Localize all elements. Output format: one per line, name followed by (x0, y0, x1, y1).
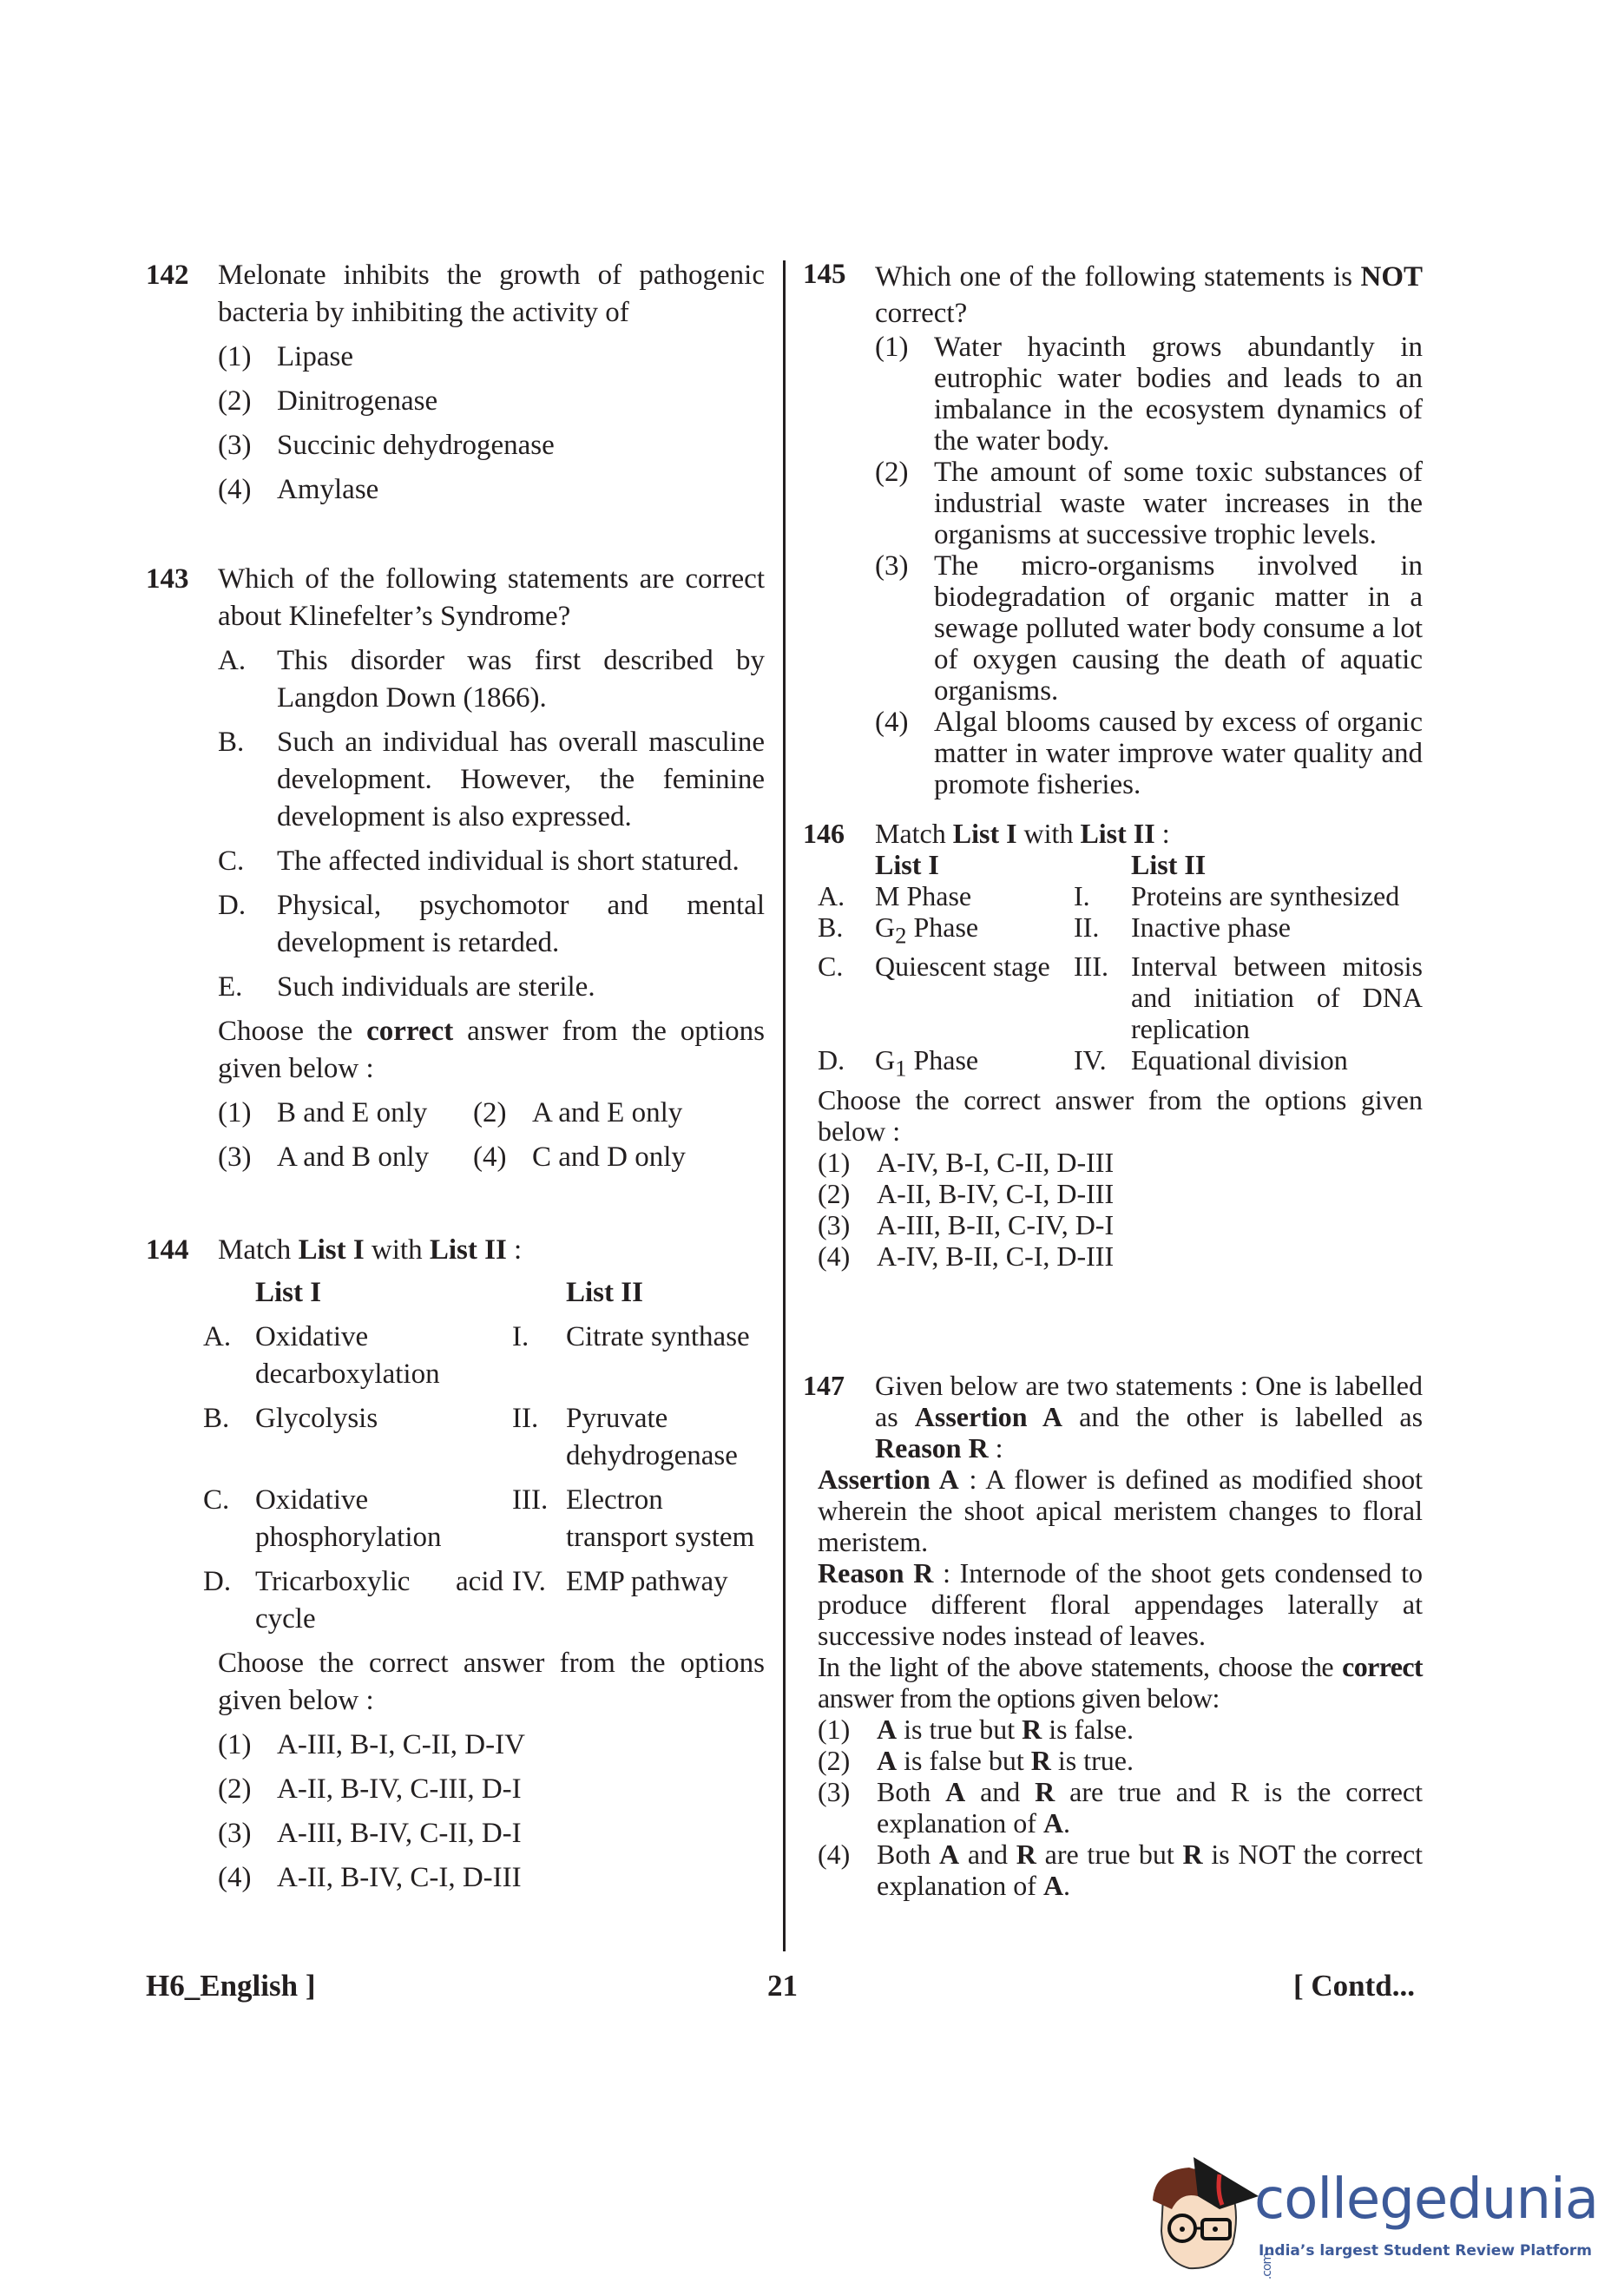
option-2[interactable] (818, 1178, 1423, 1209)
question-text: Which of the following statements are correct about Klinefelter’s Syndrome? (218, 563, 765, 632)
option-1[interactable] (818, 1714, 1423, 1745)
option-text: Both A and R are true but R is NOT the correct explanation of A. (877, 1839, 1424, 1901)
option-text: A-II, B-IV, C-III, D-I (277, 1773, 522, 1805)
logo-tagline: India’s largest Student Review Platform (1259, 2242, 1592, 2260)
option-text: A-II, B-IV, C-I, D-III (277, 1862, 522, 1893)
option-3[interactable] (818, 1209, 1423, 1240)
option-number: (3) (818, 1208, 851, 1240)
question-143 (146, 561, 765, 1176)
option-text: A is true but R is false. (877, 1714, 1134, 1745)
option-text: Succinic dehydrogenase (277, 430, 555, 461)
question-146 (803, 818, 1423, 1272)
statement-label: B. (218, 727, 245, 758)
list-1-label: A. (818, 880, 845, 911)
option-3[interactable] (818, 1776, 1423, 1839)
option-text: A-IV, B-II, C-I, D-III (877, 1240, 1115, 1272)
option-text: A-III, B-I, C-II, D-IV (277, 1729, 525, 1760)
option-text: A is false but R is true. (877, 1745, 1134, 1776)
list-1-item (875, 911, 1074, 951)
list-1-item: M Phase (875, 880, 972, 911)
question-text: Melonate inhibits the growth of pathogenic bacteria by inhibiting the activity of (218, 260, 765, 328)
option-3[interactable] (218, 1815, 765, 1852)
question-142 (146, 257, 765, 509)
option-2[interactable]: A and E only (532, 1097, 683, 1128)
option-text: A-II, B-IV, C-I, D-III (877, 1177, 1115, 1209)
statement-a (218, 642, 765, 717)
option-2[interactable] (875, 457, 1423, 550)
list-1-item: Glycolysis (255, 1403, 378, 1434)
question-144 (146, 1232, 765, 1897)
question-number: 144 (146, 1234, 189, 1266)
list-2-item: Interval between mitosis and initiation of DNA replication (1131, 951, 1423, 1045)
option-3[interactable] (218, 427, 765, 464)
choose-instruction: In the light of the above statements, choose the correct answer from the options given below: (818, 1651, 1423, 1714)
statement-label: C. (218, 845, 245, 877)
option-text: A-III, B-IV, C-II, D-I (277, 1818, 522, 1849)
option-text: A-IV, B-I, C-II, D-III (877, 1146, 1115, 1178)
list-2-label: IV. (512, 1566, 546, 1597)
list-2-header: List II (1131, 849, 1207, 880)
statement-text: This disorder was first described by Langdon Down (1866). (277, 645, 765, 714)
option-number: (3) (218, 430, 252, 461)
option-number: (1) (218, 341, 252, 372)
option-number: (3) (818, 1776, 851, 1807)
statement-text: Such an individual has overall masculine development. However, the feminine development is also expressed. (277, 727, 765, 832)
statement-e (218, 969, 765, 1006)
list-2-item: Proteins are synthesized (1131, 880, 1400, 911)
statement-label: A. (218, 645, 247, 676)
option-2[interactable] (218, 1771, 765, 1808)
option-4[interactable] (218, 471, 765, 509)
footer-code: H6_English ] (146, 1969, 316, 2003)
list-1-label: B. (203, 1403, 230, 1434)
list-2-label: IV. (1074, 1044, 1107, 1076)
reason: Reason R : Internode of the shoot gets condensed to produce different floral appendages laterally at successive nodes instead of leaves. (818, 1557, 1424, 1651)
option-number: (1) (818, 1714, 851, 1745)
list-1-item: Oxidative phosphorylation (255, 1484, 442, 1553)
option-number: (4) (818, 1839, 851, 1870)
option-2[interactable] (218, 383, 765, 420)
list-1-label: D. (818, 1044, 845, 1076)
list-1-item: Tricarboxylic acid cycle (255, 1566, 503, 1635)
question-text: Which one of the following statements is NOT correct? (875, 261, 1423, 329)
subscript: 2 (895, 922, 907, 949)
option-text: The amount of some toxic substances of industrial waste water increases in the organisms at successive trophic levels. (934, 457, 1423, 550)
list-1-item-text: G (875, 1044, 896, 1076)
option-number: (2) (818, 1745, 851, 1776)
choose-instruction: Choose the correct answer from the options given below : (218, 1016, 765, 1084)
option-number: (1) (818, 1146, 851, 1178)
list-1-item-suffix: Phase (906, 1044, 979, 1076)
option-number: (2) (875, 457, 909, 488)
option-number: (3) (218, 1818, 252, 1849)
option-3[interactable]: A and B only (277, 1141, 430, 1173)
list-1-header: List I (255, 1277, 322, 1308)
option-1[interactable] (218, 339, 765, 376)
option-2[interactable] (818, 1745, 1423, 1776)
option-number: (4) (218, 1862, 252, 1893)
option-number: (2) (818, 1177, 851, 1209)
list-2-header: List II (566, 1277, 643, 1308)
option-1[interactable] (218, 1727, 765, 1764)
option-1[interactable] (875, 332, 1423, 457)
option-4[interactable] (818, 1240, 1423, 1272)
assertion: Assertion A : A flower is defined as modified shoot wherein the shoot apical meristem changes to floral meristem. (818, 1464, 1424, 1557)
option-number: (2) (218, 385, 252, 417)
match-table (203, 1274, 765, 1638)
option-text: The micro-organisms involved in biodegradation of organic matter in a sewage polluted water body consume a lot of oxygen causing the death of aquatic organisms. (934, 550, 1423, 707)
list-1-item-text: G (875, 911, 896, 943)
option-4[interactable] (875, 707, 1423, 800)
list-1-label: D. (203, 1566, 232, 1597)
option-number: (1) (875, 332, 909, 363)
list-1-label: C. (203, 1484, 230, 1516)
statement-c (218, 843, 765, 880)
question-number: 146 (803, 818, 845, 849)
question-number: 142 (146, 260, 189, 291)
list-2-item: EMP pathway (566, 1566, 728, 1597)
statement-d (218, 887, 765, 962)
question-text: Given below are two statements : One is labelled as Assertion A and the other is labelled as Reason R : (875, 1370, 1424, 1464)
list-2-label: III. (1074, 951, 1108, 983)
statement-text: The affected individual is short statured. (277, 845, 740, 877)
option-3[interactable] (875, 550, 1423, 707)
option-text: Both A and R are true and R is the correct explanation of A. (877, 1776, 1424, 1839)
footer-contd: [ Contd... (1293, 1969, 1416, 2003)
option-1[interactable]: B and E only (277, 1097, 428, 1128)
option-4[interactable]: C and D only (532, 1141, 686, 1173)
option-number: (4) (218, 474, 252, 505)
list-1-item: Oxidative decarboxylation (255, 1321, 440, 1390)
question-number: 145 (803, 259, 846, 290)
list-2-label: I. (512, 1321, 529, 1352)
option-4[interactable] (818, 1839, 1423, 1901)
logo-wordmark: collegedunia.com (1254, 2168, 1598, 2280)
option-number: (3) (875, 550, 909, 582)
list-2-label: III. (512, 1484, 549, 1516)
question-number: 143 (146, 563, 189, 595)
statement-label: E. (218, 971, 243, 1003)
option-text: Algal blooms caused by excess of organic matter in water improve water quality and promote fisheries. (934, 707, 1423, 800)
list-1-label: B. (818, 911, 844, 943)
page-number: 21 (767, 1969, 798, 2003)
option-row: (3) A and B only (4) C and D only (218, 1139, 765, 1176)
student-mascot-icon (1137, 2148, 1267, 2274)
subscript: 1 (895, 1055, 907, 1082)
list-2-item: Citrate synthase (566, 1321, 750, 1352)
collegedunia-logo (1137, 2148, 1598, 2280)
option-text: A-III, B-II, C-IV, D-I (877, 1208, 1115, 1240)
option-number: (1) (218, 1729, 252, 1760)
list-1-header: List I (875, 849, 939, 880)
list-2-label: I. (1074, 880, 1090, 911)
question-text: Match List I with List II : (218, 1234, 523, 1266)
list-2-label: II. (512, 1403, 539, 1434)
question-number: 147 (803, 1370, 845, 1401)
statement-b (218, 724, 765, 836)
list-2-item: Inactive phase (1131, 911, 1291, 943)
choose-instruction: Choose the correct answer from the options given below : (218, 1648, 765, 1716)
option-row: (1) B and E only (2) A and E only (218, 1095, 765, 1132)
match-table (818, 849, 1423, 1084)
list-1-label: C. (818, 951, 844, 983)
option-text: Water hyacinth grows abundantly in eutrophic water bodies and leads to an imbalance in the ecosystem dynamics of the water body. (934, 332, 1423, 457)
option-number: (4) (875, 707, 909, 738)
option-number: (4) (818, 1240, 851, 1272)
statement-label: D. (218, 890, 247, 921)
option-4[interactable] (218, 1859, 765, 1897)
list-1-item: Quiescent stage (875, 951, 1050, 983)
question-147 (803, 1370, 1423, 1901)
option-text: Amylase (277, 474, 379, 505)
option-text: Lipase (277, 341, 353, 372)
column-divider (783, 260, 786, 1951)
list-2-item: Equational division (1131, 1044, 1348, 1076)
list-2-item: Electron transport system (566, 1484, 755, 1553)
option-number: (2) (218, 1773, 252, 1805)
list-2-item: Pyruvate dehydrogenase (566, 1403, 738, 1471)
list-1-label: A. (203, 1321, 232, 1352)
statement-text: Physical, psychomotor and mental development is retarded. (277, 890, 765, 958)
question-145 (803, 259, 1423, 800)
list-1-item-suffix: Phase (906, 911, 979, 943)
choose-instruction: Choose the correct answer from the options given below : (818, 1083, 1423, 1147)
option-1[interactable] (818, 1147, 1423, 1178)
statement-text: Such individuals are sterile. (277, 971, 595, 1003)
list-1-item (875, 1044, 1074, 1083)
list-2-label: II. (1074, 911, 1100, 943)
question-text: Match List I with List II : (875, 818, 1170, 849)
option-text: Dinitrogenase (277, 385, 438, 417)
